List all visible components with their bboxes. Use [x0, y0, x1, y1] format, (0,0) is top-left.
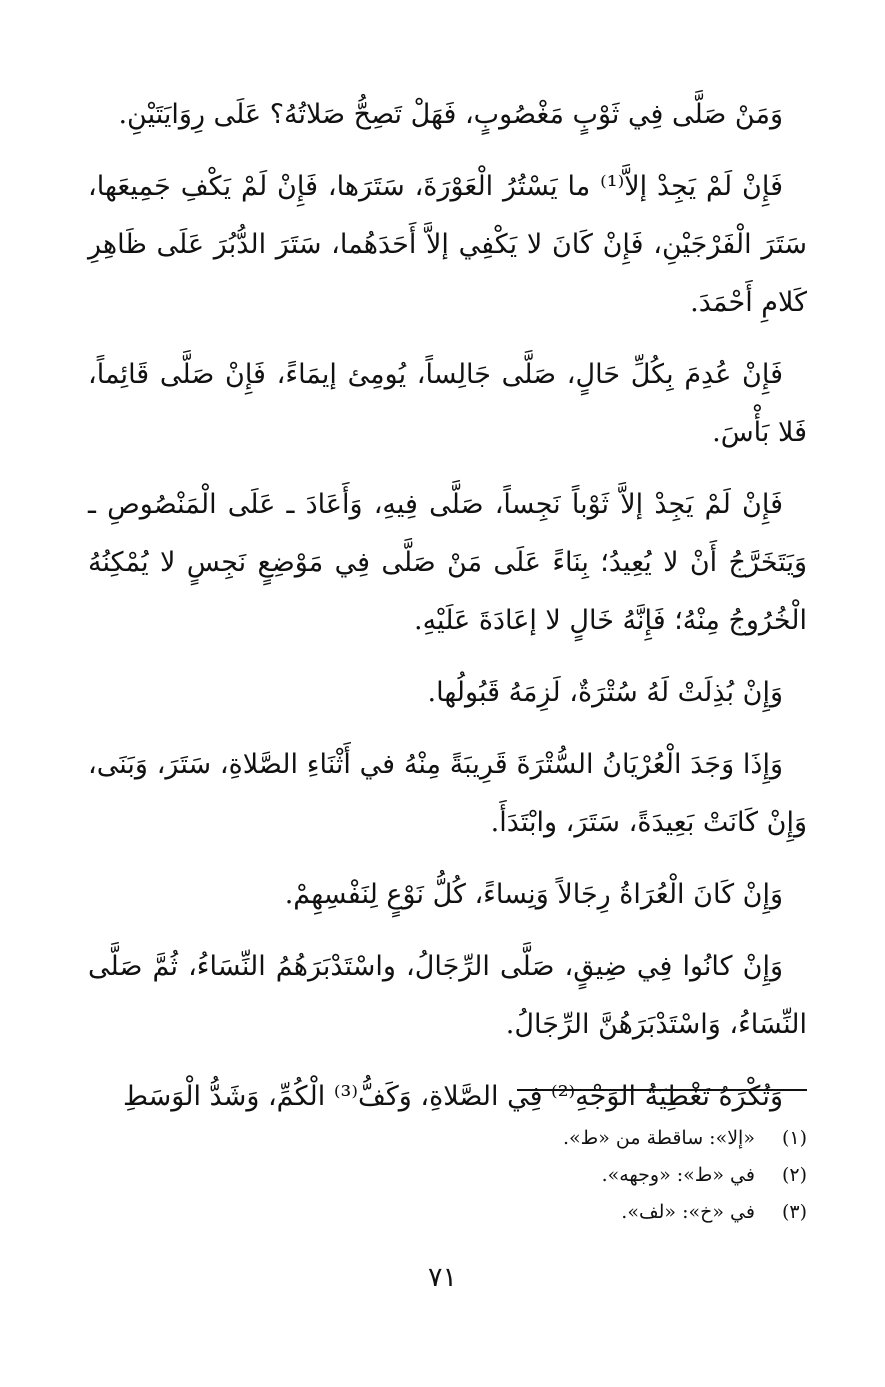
paragraph: فَإِنْ لَمْ يَجِدْ إلاَّ⁽¹⁾ ما يَسْتُرُ الْعَوْرَةَ، سَتَرَها، فَإِنْ لَمْ يَكْفِ جَمِيعَها، سَتَرَ الْفَرْجَيْنِ، فَإِنْ كَانَ لا يَكْفِي إلاَّ أَحَدَهُما، سَتَرَ الدُّبُرَ عَلَى ظَاهِرِ كَلامِ أَحْمَدَ. — [88, 171, 807, 318]
footnote-number: (٢) — [781, 1164, 807, 1186]
footnote-item — [88, 1157, 807, 1194]
footnote-number: (٣) — [781, 1201, 807, 1223]
paragraph: وَتُكْرَهُ تَغْطِيَةُ الوَجْهِ⁽²⁾ فِي الصَّلاةِ، وَكَفُّ⁽³⁾ الْكُمِّ، وَشَدُّ الْوَسَطِ — [123, 1081, 783, 1112]
paragraph: وَإِنْ كَانَ الْعُرَاةُ رِجَالاً وَنِساءً، كُلُّ نَوْعٍ لِنَفْسِهِمْ. — [284, 879, 783, 910]
footnote-text: «إلا»: ساقطة من «ط». — [563, 1127, 755, 1149]
footnote-item — [88, 1194, 807, 1231]
paragraph: وَإِذَا وَجَدَ الْعُرْيَانُ السُّتْرَةَ قَرِيبَةً مِنْهُ في أَثْنَاءِ الصَّلاةِ، سَتَرَ، وَبَنَى، وَإِنْ كَانَتْ بَعِيدَةً، سَتَرَ، وابْتَدَأَ. — [88, 749, 807, 838]
footnote-divider — [517, 1089, 807, 1091]
footnote-number: (١) — [781, 1127, 807, 1149]
paragraph: وَمَنْ صَلَّى فِي ثَوْبٍ مَغْصُوبٍ، فَهَلْ تَصِحُّ صَلاتُهُ؟ عَلَى رِوَايَتَيْنِ. — [118, 99, 783, 130]
footnotes — [88, 1120, 807, 1231]
footnote-text: في «ط»: «وجهه». — [601, 1164, 755, 1186]
paragraph: وَإِنْ كانُوا فِي ضِيقٍ، صَلَّى الرِّجَالُ، واسْتَدْبَرَهُمُ النِّسَاءُ، ثُمَّ صَلَّى النِّسَاءُ، وَاسْتَدْبَرَهُنَّ الرِّجَالُ. — [88, 951, 807, 1040]
footnote-item — [88, 1120, 807, 1157]
paragraph: فَإِنْ لَمْ يَجِدْ إلاَّ ثَوْباً نَجِساً، صَلَّى فِيهِ، وَأَعَادَ ـ عَلَى الْمَنْصُوصِ ـ وَيَتَخَرَّجُ أَنْ لا يُعِيدُ؛ بِنَاءً عَلَى مَنْ صَلَّى فِي مَوْضِعٍ نَجِسٍ لا يُمْكِنُهُ الْخُرُوجُ مِنْهُ؛ فَإِنَّهُ خَالٍ لا إعَادَةَ عَلَيْهِ. — [88, 489, 807, 636]
footnote-text: في «خ»: «لف». — [621, 1201, 755, 1223]
paragraph: وَإِنْ بُذِلَتْ لَهُ سُتْرَةٌ، لَزِمَهُ قَبُولُها. — [427, 677, 783, 708]
main-text — [88, 86, 807, 1126]
paragraph: فَإِنْ عُدِمَ بِكُلِّ حَالٍ، صَلَّى جَالِساً، يُومِئ إيمَاءً، فَإِنْ صَلَّى قَائِماً، فَلا بَأْسَ. — [88, 359, 807, 448]
page-number: ٧١ — [427, 1262, 457, 1293]
